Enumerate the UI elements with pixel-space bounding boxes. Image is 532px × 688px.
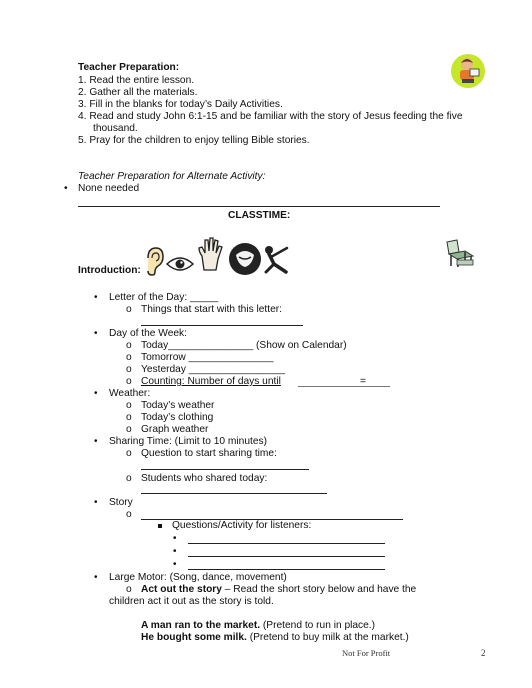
sub-bullet-icon: o [126, 509, 132, 520]
sub-bullet-icon: o [126, 412, 132, 423]
weather-item: Today’s weather [141, 400, 215, 411]
letter-of-day-label: Letter of the Day: _____ [109, 292, 219, 303]
story-questions-label: Questions/Activity for listeners: [172, 520, 312, 531]
sub-bullet-icon: o [126, 473, 132, 484]
bullet-icon: • [94, 292, 98, 303]
alt-heading: Teacher Preparation for Alternate Activity: [78, 171, 266, 182]
story-line-1-bold: A man ran to the market. [141, 620, 261, 631]
prep-item: 2. Gather all the materials. [78, 87, 198, 98]
bullet-icon: • [173, 533, 177, 544]
prep-item: 4. Read and study John 6:1-15 and be familiar with the story of Jesus feeding the five [78, 111, 463, 122]
divider [78, 206, 440, 207]
sub-bullet-icon: o [126, 364, 132, 375]
sub-bullet-icon: o [126, 400, 132, 411]
tomorrow-line: Tomorrow _______________ [141, 352, 274, 363]
bullet-icon: • [94, 436, 98, 447]
sub-bullet-icon: o [126, 424, 132, 435]
prep-item: thousand. [93, 123, 138, 134]
sub-bullet-icon: o [126, 448, 132, 459]
footer-note: Not For Profit [342, 648, 391, 658]
act-out-line2: children act it out as the story is told. [109, 596, 274, 607]
day-of-week-label: Day of the Week: [109, 328, 187, 339]
desk-chair-icon [444, 238, 476, 268]
story-line-2-bold: He bought some milk. [141, 632, 247, 643]
weather-item: Today’s clothing [141, 412, 214, 423]
square-bullet-icon [158, 524, 162, 528]
classtime-heading: CLASSTIME: [228, 210, 291, 221]
ear-icon [144, 246, 164, 276]
sharing-time-label: Sharing Time: (Limit to 10 minutes) [109, 436, 267, 447]
weather-label: Weather: [109, 388, 151, 399]
yesterday-line: Yesterday _________________ [141, 364, 286, 375]
sub-bullet-icon: o [126, 352, 132, 363]
hand-icon [198, 237, 224, 271]
bullet-icon: • [94, 497, 98, 508]
blank-line [188, 569, 385, 570]
blank-line [188, 543, 385, 544]
prep-item: 3. Fill in the blanks for today’s Daily Activities. [78, 99, 283, 110]
act-out-bold: Act out the story [141, 584, 222, 595]
story-line-1 [141, 620, 375, 632]
sub-bullet-icon: o [126, 376, 132, 387]
sub-bullet-icon: o [126, 340, 132, 351]
page-number: 2 [481, 648, 486, 658]
stretching-figure-icon [262, 244, 292, 274]
introduction-heading: Introduction: [78, 265, 141, 276]
bullet-icon: • [64, 183, 68, 194]
story-line-1-rest: (Pretend to run in place.) [260, 620, 376, 631]
teacher-reading-icon [450, 53, 486, 89]
prep-item: 5. Pray for the children to enjoy telling Bible stories. [78, 135, 310, 146]
blank-line [141, 493, 327, 494]
blank-line [141, 469, 309, 470]
mouth-icon [228, 242, 262, 276]
today-line: Today_______________ (Show on Calendar) [141, 340, 347, 351]
bullet-icon: • [94, 388, 98, 399]
weather-item: Graph weather [141, 424, 209, 435]
large-motor-label: Large Motor: (Song, dance, movement) [109, 572, 287, 583]
bullet-icon: • [94, 328, 98, 339]
eye-icon [166, 256, 194, 272]
counting-label: Counting: Number of days until [141, 376, 281, 387]
letter-things-label: Things that start with this letter: [141, 304, 282, 315]
blank-line [188, 556, 385, 557]
counting-equals: = [360, 376, 366, 387]
story-label: Story [109, 497, 133, 508]
sub-bullet-icon: o [126, 304, 132, 315]
act-out-line [141, 584, 416, 596]
prep-heading: Teacher Preparation: [78, 62, 180, 73]
blank-line [141, 325, 303, 326]
bullet-icon: • [94, 572, 98, 583]
sub-bullet-icon: o [126, 584, 132, 595]
sharing-question: Question to start sharing time: [141, 448, 277, 459]
bullet-icon: • [173, 546, 177, 557]
sharing-students: Students who shared today: [141, 473, 268, 484]
bullet-icon: • [173, 559, 177, 570]
act-out-rest: – Read the short story below and have the [221, 584, 417, 595]
story-line-2-rest: (Pretend to buy milk at the market.) [246, 632, 409, 643]
blank-line [298, 386, 390, 387]
prep-item: 1. Read the entire lesson. [78, 75, 195, 86]
alt-item: None needed [78, 183, 140, 194]
story-line-2 [141, 632, 409, 644]
